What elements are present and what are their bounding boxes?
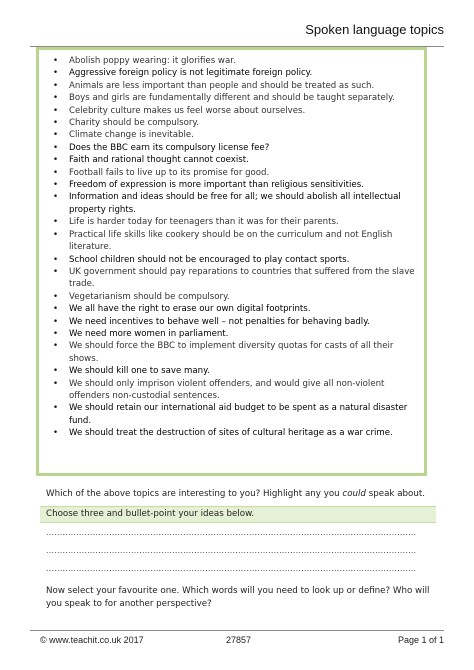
page-footer bbox=[30, 630, 444, 651]
topic-item bbox=[49, 129, 420, 141]
topic-item bbox=[49, 378, 420, 403]
topic-text: We should treat the destruction of sites of cultural heritage as a war crime. bbox=[69, 428, 393, 439]
bullet-icon: • bbox=[53, 130, 59, 141]
topic-item bbox=[49, 55, 420, 67]
topic-text: We all have the right to erase our own digital footprints. bbox=[69, 304, 311, 315]
topic-text: UK government should pay reparations to countries that suffered from the slave trade. bbox=[69, 266, 415, 290]
topic-item bbox=[49, 303, 420, 315]
topic-item bbox=[49, 191, 420, 216]
topic-item bbox=[49, 80, 420, 92]
topic-item bbox=[49, 154, 420, 166]
bullet-icon: • bbox=[53, 155, 59, 166]
topic-item bbox=[49, 365, 420, 377]
topic-item bbox=[49, 291, 420, 303]
bullet-icon: • bbox=[53, 378, 59, 389]
topic-item bbox=[49, 340, 420, 365]
bullet-icon: • bbox=[53, 142, 59, 153]
bullet-icon: • bbox=[53, 93, 59, 104]
bullet-icon: • bbox=[53, 341, 59, 352]
answer-line-3[interactable]: ....................................................................................................................................... bbox=[46, 564, 417, 573]
topic-item bbox=[49, 254, 420, 266]
topic-item bbox=[49, 167, 420, 179]
topic-item bbox=[49, 229, 420, 254]
bullet-icon: • bbox=[53, 80, 59, 91]
bullet-icon: • bbox=[53, 167, 59, 178]
topic-text: Climate change is inevitable. bbox=[69, 130, 194, 141]
answer-line-2[interactable]: ....................................................................................................................................... bbox=[46, 546, 417, 555]
bullet-icon: • bbox=[53, 229, 59, 240]
page-header bbox=[30, 0, 444, 47]
bullet-icon: • bbox=[53, 316, 59, 327]
topic-item bbox=[49, 142, 420, 154]
topic-text: Boys and girls are fundamentally different and should be taught separately. bbox=[69, 93, 395, 104]
topic-item bbox=[49, 316, 420, 328]
question-favourite: Now select your favourite one. Which words will you need to look up or define? Who will you speak to for another perspective? bbox=[46, 586, 430, 609]
footer-resource-id: 27857 bbox=[226, 635, 252, 645]
bullet-icon: • bbox=[53, 192, 59, 203]
topic-item bbox=[49, 427, 420, 439]
bullet-icon: • bbox=[53, 68, 59, 79]
topic-text: Does the BBC earn its compulsory license fee? bbox=[69, 142, 270, 153]
topic-text: Abolish poppy wearing: it glorifies war. bbox=[69, 56, 236, 66]
topic-text: Life is harder today for teenagers than it was for their parents. bbox=[69, 217, 339, 228]
bullet-icon: • bbox=[53, 118, 59, 129]
topics-box bbox=[36, 47, 427, 476]
topic-item bbox=[49, 92, 420, 104]
topic-text: Celebrity culture makes us feel worse about ourselves. bbox=[69, 105, 306, 116]
topics-list bbox=[49, 55, 420, 440]
bullet-icon: • bbox=[53, 266, 59, 277]
bullet-icon: • bbox=[53, 304, 59, 315]
bullet-icon: • bbox=[53, 366, 59, 377]
answer-line-1[interactable]: ....................................................................................................................................... bbox=[46, 528, 417, 537]
topic-item bbox=[49, 67, 420, 79]
question-interest-start: Which of the above topics are interesting to you? Highlight any you bbox=[46, 489, 343, 499]
task-bar bbox=[40, 506, 436, 523]
topic-text: We need incentives to behave well – not penalties for behaving badly. bbox=[69, 316, 370, 327]
bullet-icon: • bbox=[53, 428, 59, 439]
bullet-icon: • bbox=[53, 217, 59, 228]
bullet-icon: • bbox=[53, 105, 59, 116]
topic-item bbox=[49, 402, 420, 427]
topic-text: Faith and rational thought cannot coexist. bbox=[69, 155, 249, 166]
topic-text: We should kill one to save many. bbox=[69, 366, 210, 377]
topic-text: Charity should be compulsory. bbox=[69, 118, 200, 129]
topic-item bbox=[49, 328, 420, 340]
topic-text: School children should not be encouraged to play contact sports. bbox=[69, 254, 350, 265]
topic-item bbox=[49, 266, 420, 291]
footer-page-number: Page 1 of 1 bbox=[397, 635, 444, 645]
topic-item bbox=[49, 105, 420, 117]
topic-item bbox=[49, 216, 420, 228]
task-bar-label: Choose three and bullet-point your ideas below. bbox=[46, 509, 255, 519]
bullet-icon: • bbox=[53, 291, 59, 302]
footer-copyright: © www.teachit.co.uk 2017 bbox=[40, 635, 144, 645]
topic-item bbox=[49, 117, 420, 129]
topic-text: Aggressive foreign policy is not legitimate foreign policy. bbox=[69, 68, 313, 79]
topic-text: We should only imprison violent offenders, and would give all non-violent offenders non-custodial sentences. bbox=[69, 378, 385, 401]
question-interest bbox=[46, 488, 438, 501]
topic-text: Vegetarianism should be compulsory. bbox=[69, 291, 230, 302]
topic-text: Animals are less important than people and should be treated as such. bbox=[69, 80, 375, 91]
question-interest-emphasis: could bbox=[342, 489, 366, 499]
topic-text: Information and ideas should be free for all; we should abolish all intellectual property rights. bbox=[69, 192, 401, 215]
bullet-icon: • bbox=[53, 403, 59, 414]
bullet-icon: • bbox=[53, 254, 59, 265]
topic-item bbox=[49, 179, 420, 191]
topic-text: We should force the BBC to implement diversity quotas for casts of all their shows. bbox=[69, 341, 394, 364]
bullet-icon: • bbox=[53, 180, 59, 191]
bullet-icon: • bbox=[53, 328, 59, 339]
question-interest-end: speak about. bbox=[365, 489, 426, 499]
topic-text: Practical life skills like cookery should be on the curriculum and not English literature. bbox=[69, 229, 393, 253]
bullet-icon: • bbox=[53, 56, 59, 66]
topic-text: Football fails to live up to its promise for good. bbox=[69, 167, 270, 178]
topic-text: We need more women in parliament. bbox=[69, 328, 229, 339]
topic-text: We should retain our international aid budget to be spent as a natural disaster fund. bbox=[69, 403, 408, 426]
page-title: Spoken language topics bbox=[305, 22, 444, 37]
topic-text: Freedom of expression is more important than religious sensitivities. bbox=[69, 180, 364, 191]
